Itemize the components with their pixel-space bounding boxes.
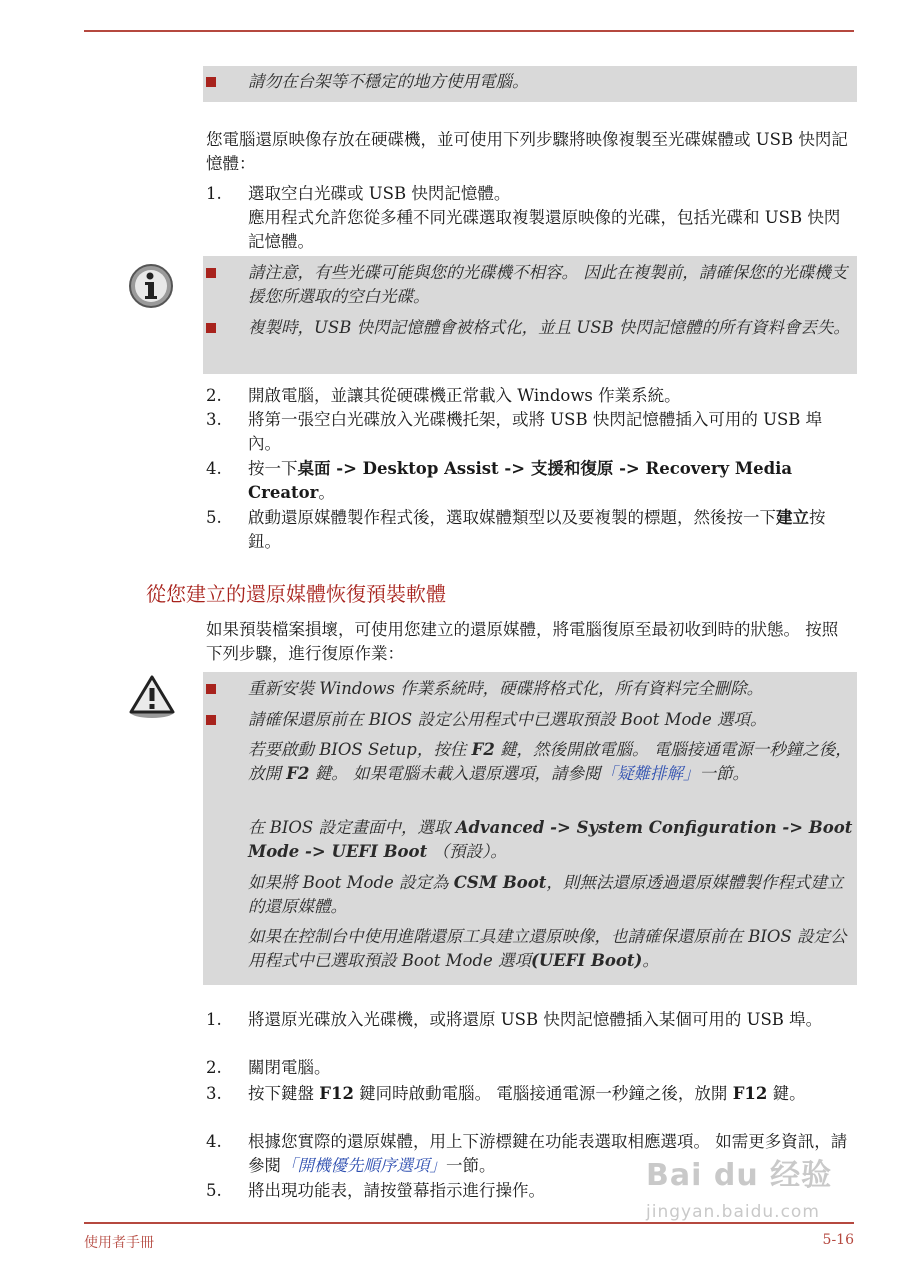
troubleshooting-link[interactable]: 「疑難排解」	[600, 764, 700, 783]
create-label: 建立	[776, 508, 809, 527]
warning-paragraph-2: 在 BIOS 設定畫面中，選取 Advanced -> System Configuration -> Boot Mode -> UEFI Boot （預設）。	[248, 818, 853, 861]
menu-path: 桌面 -> Desktop Assist -> 支援和復原 -> Recovery Media Creator	[248, 459, 793, 502]
baidu-watermark	[646, 1150, 854, 1230]
boot-priority-link[interactable]: 「開機優先順序選項」	[281, 1156, 446, 1175]
step-1: 1. 選取空白光碟或 USB 快閃記憶體。 應用程式允許您從多種不同光碟選取複製還原映像的光碟，包括光碟和 USB 快閃記憶體。	[206, 182, 852, 254]
footer-rule	[84, 1222, 854, 1224]
step-1-line2: 應用程式允許您從多種不同光碟選取複製還原映像的光碟，包括光碟和 USB 快閃記憶體。	[248, 208, 841, 251]
footer-title: 使用者手冊	[84, 1235, 154, 1251]
header-rule	[84, 30, 854, 32]
bullet-square-icon	[206, 684, 216, 694]
warning-icon	[128, 674, 176, 720]
watermark-brand: Bai du 经验	[646, 1158, 833, 1193]
bullet-square-icon	[206, 323, 216, 333]
info-note-1: 請注意，有些光碟可能與您的光碟機不相容。 因此在複製前，請確保您的光碟機支援您所選取的空白光碟。	[206, 261, 852, 309]
step-1-line1: 選取空白光碟或 USB 快閃記憶體。	[248, 184, 511, 203]
page-number: 5-16	[822, 1232, 854, 1248]
info-icon	[128, 263, 174, 309]
section-paragraph: 如果預裝檔案損壞，可使用您建立的還原媒體，將電腦復原至最初收到時的狀態。 按照下列步驟，進行復原作業：	[206, 620, 839, 663]
bullet-square-icon	[206, 268, 216, 278]
intro-paragraph: 您電腦還原映像存放在硬碟機，並可使用下列步驟將映像複製至光碟媒體或 USB 快閃記憶體：	[206, 130, 848, 173]
info-note-2: 複製時，USB 快閃記憶體會被格式化，並且 USB 快閃記憶體的所有資料會丟失。	[206, 316, 852, 364]
warning-paragraph-3: 如果將 Boot Mode 設定為 CSM Boot，則無法還原透過還原媒體製作程式建立的還原媒體。	[248, 873, 844, 916]
bullet-square-icon	[206, 715, 216, 725]
warning-paragraph-4: 如果在控制台中使用進階還原工具建立還原映像，也請確保還原前在 BIOS 設定公用程式中已選取預設 Boot Mode 選項(UEFI Boot)。	[248, 927, 847, 970]
warning-paragraph-1: 若要啟動 BIOS Setup，按住 F2 鍵，然後開啟電腦。 電腦接通電源一秒鐘之後，放開 F2 鍵。 如果電腦未載入還原選項，請參閱「疑難排解」一節。	[248, 740, 852, 783]
bullet-square-icon	[206, 77, 216, 87]
watermark-url: jingyan.baidu.com	[646, 1202, 820, 1222]
section-heading: 從您建立的還原媒體恢復預裝軟體	[146, 582, 446, 606]
